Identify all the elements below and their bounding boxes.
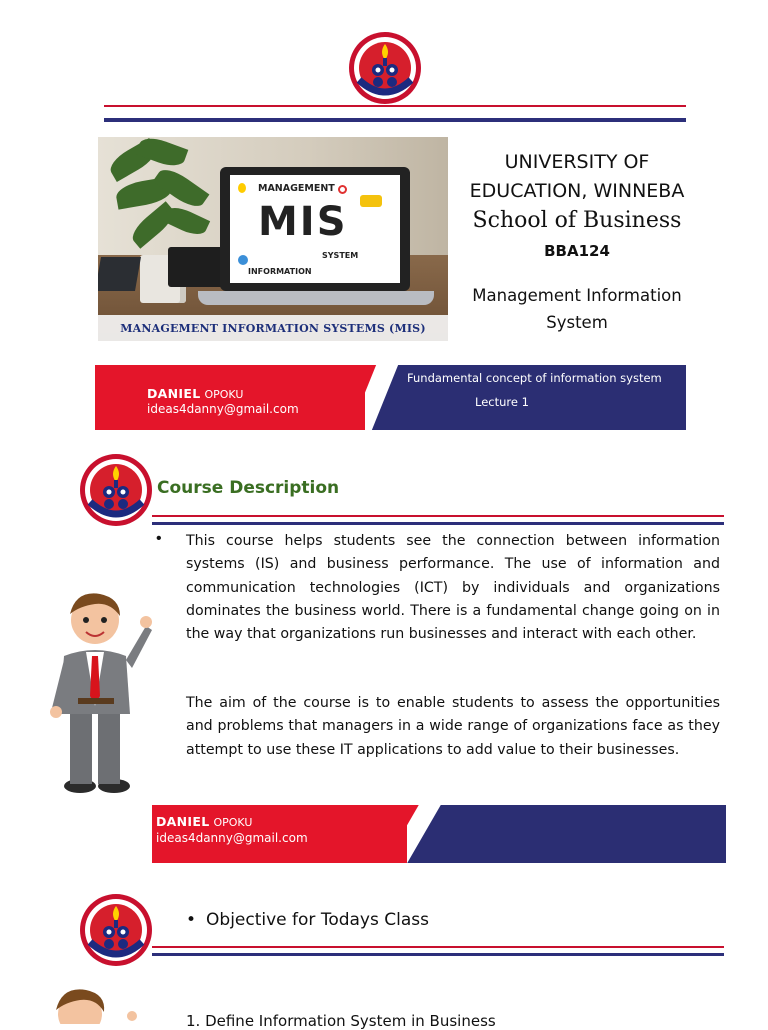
footer-author-first-name: DANIEL [156,814,210,829]
university-name-line1: UNIVERSITY OF [504,151,650,173]
cover-title-block [452,148,702,336]
course-description-bullet: • [156,530,162,547]
hero-banner [98,315,448,341]
hero-banner-text: MANAGEMENT INFORMATION SYSTEMS (MIS) [120,321,426,335]
screen-word-system: SYSTEM [322,251,359,260]
header-rule-red [104,105,686,107]
cover-author-banner [95,365,686,430]
lecture-number: Lecture 1 [475,395,529,409]
course-title-line1: Management Information [472,286,682,305]
course-description-paragraph-2: The aim of the course is to enable students to assess the opportunities and problems that managers in a wide range of organizations face as they attempt to use these IT applications to add value to their businesses. [186,695,720,758]
footer-author-banner [152,805,726,863]
section-rule-red [152,515,724,517]
laptop-screen [230,175,400,283]
footer-author-email: ideas4danny@gmail.com [156,831,308,845]
university-crest-logo-2 [78,452,154,528]
screen-word-mis: MIS [258,199,348,245]
mis-hero-image [98,137,448,341]
university-crest-logo-3 [78,892,154,968]
footer-author-name [156,814,252,829]
course-title-line2: System [546,313,608,332]
objectives-heading-text: Objective for Todays Class [206,910,429,930]
author-name [147,386,243,401]
screen-word-management: MANAGEMENT [258,183,335,194]
university-name-line2: EDUCATION, WINNEBA [469,180,685,202]
objectives-rule-blue [152,953,724,956]
teacher-cartoon-illustration-2 [50,986,150,1024]
lecture-topic: Fundamental concept of information system [407,371,662,385]
author-first-name: DANIEL [147,386,201,401]
gear-icon [238,255,248,265]
course-description-heading: Course Description [157,478,340,498]
author-email: ideas4danny@gmail.com [147,402,299,416]
chat-icon [360,195,382,207]
course-code: BBA124 [544,242,610,260]
objective-item-1: 1. Define Information System in Business [186,1012,496,1030]
lightbulb-icon [238,183,246,193]
school-name: School of Business [472,208,682,233]
header-rule-blue [104,118,686,122]
objectives-bullet: • [186,910,197,930]
university-crest-logo [347,30,423,106]
objectives-rule-red [152,946,724,948]
section-rule-blue [152,522,724,525]
screen-word-information: INFORMATION [248,267,312,276]
author-last-name: OPOKU [204,388,244,401]
course-description-paragraph-1: This course helps students see the connection between information systems (IS) and business performance. The use of information and communication technologies (ICT) by individuals and organizations dominates the business world. There is a fundamental change going on in the way that organizations run businesses and interact with each other. [186,533,720,643]
footer-author-last-name: OPOKU [213,816,253,829]
target-icon [338,185,347,194]
objectives-heading [186,910,429,930]
teacher-cartoon-illustration [40,586,152,796]
